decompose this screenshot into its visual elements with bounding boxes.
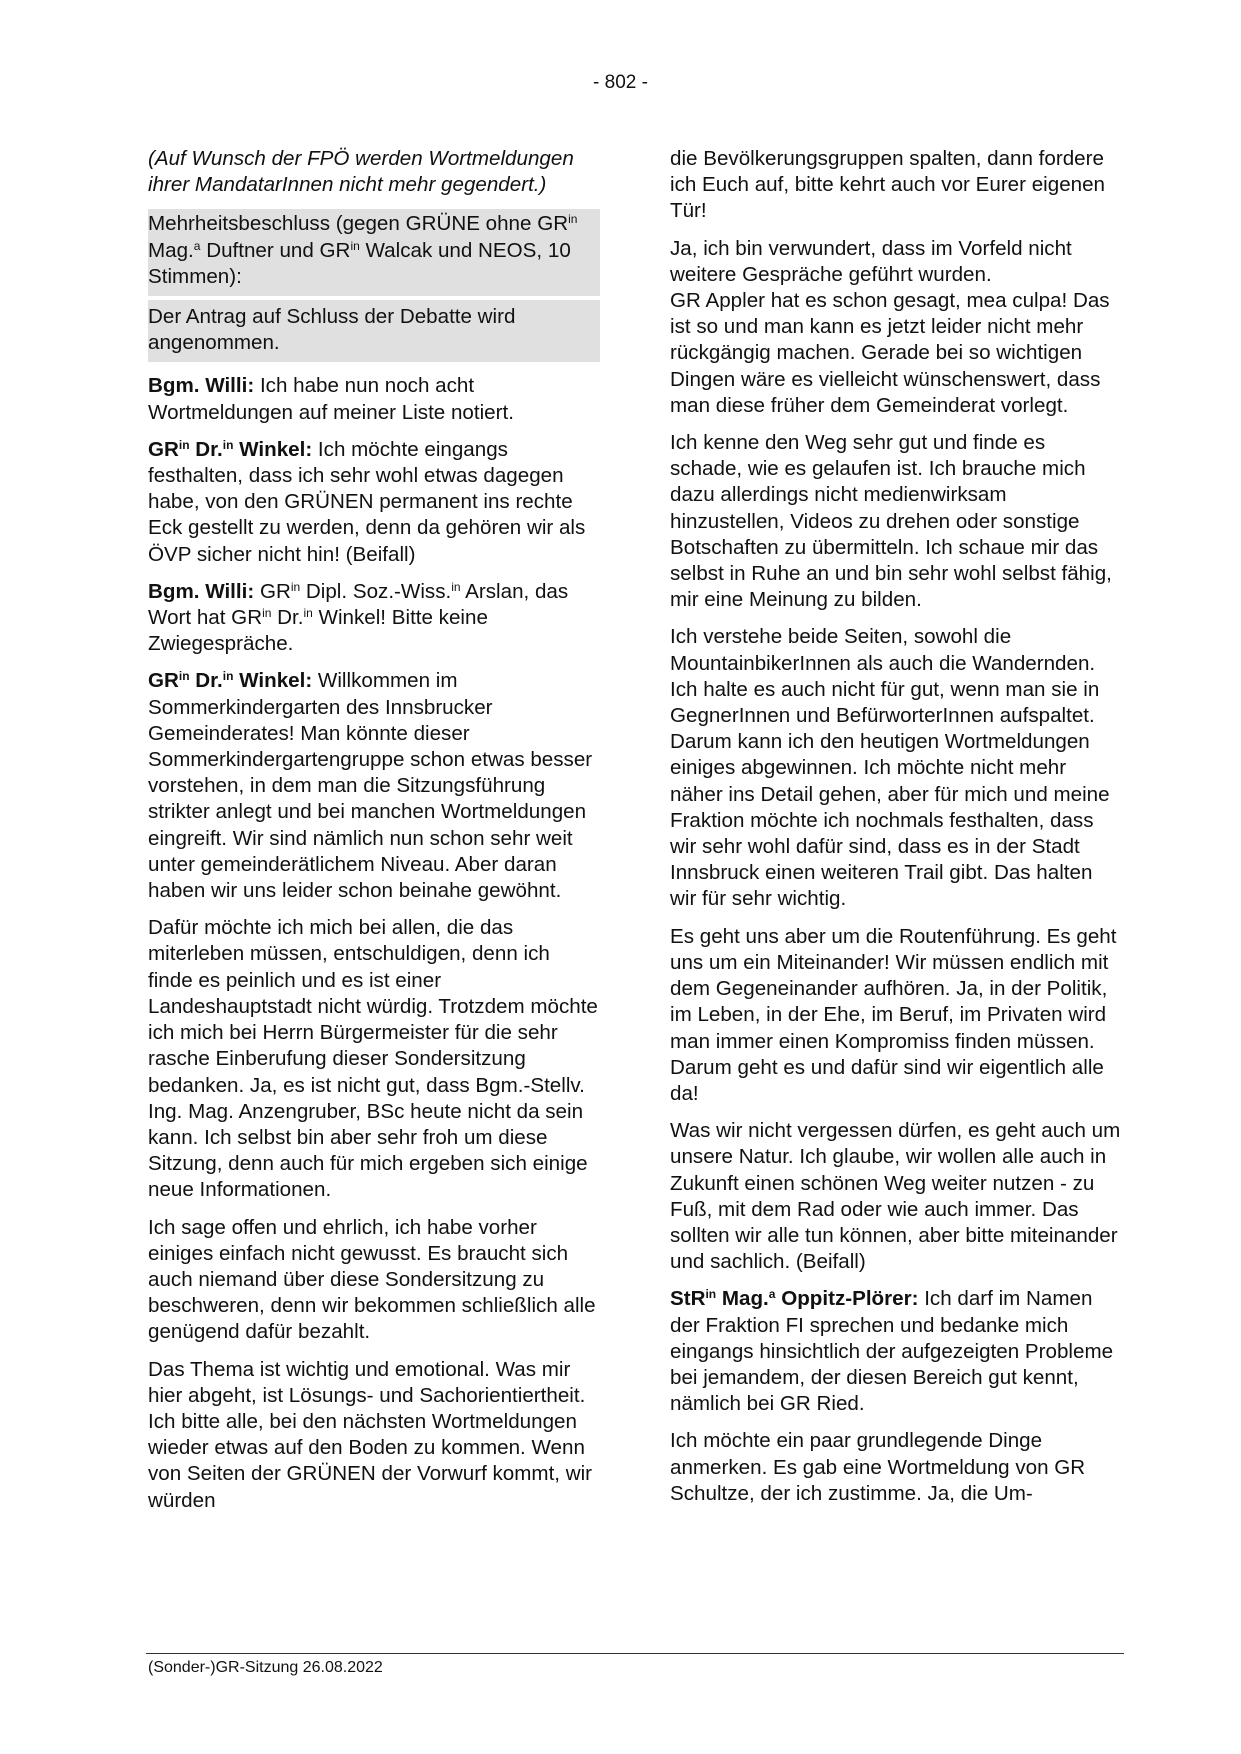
paragraph: Ja, ich bin verwundert, dass im Vorfeld nicht weitere Gespräche geführt wurden. GR Appler hat es schon gesagt, mea culpa! Das ist so und man kann es jetzt leider nicht mehr rückgängig machen. Gerade bei so wichtigen Dingen wäre es vielleicht wünschenswert, dass man diese früher dem Gemeinderat vorlegt. [670, 236, 1110, 417]
speaker-name: StR$^{in}$ Mag.$^a$ Oppitz-Plörer: [670, 1287, 919, 1311]
speaker-name: Bgm. Willi: [148, 374, 255, 398]
speaker-name: Bgm. Willi: [148, 579, 255, 603]
left-column [148, 146, 600, 1525]
paragraph: Es geht uns aber um die Routenführung. Es geht uns um ein Miteinander! Wir müssen endlich mit dem Gegeneinander aufhören. Ja, in der Politik, im Leben, in der Ehe, im Beruf, im Privaten wird man immer einen Kompromiss finden müssen. Darum geht es und dafür sind wir eigentlich alle da! [670, 924, 1117, 1105]
paragraph: Bgm. Willi: $GR^{in}$ Dipl. Soz.-Wiss.$^{in}$ Arslan, das Wort hat $GR^{in}$ Dr.$^{in}$ Winkel! Bitte keine Zwiegespräche. [148, 579, 569, 656]
paragraph: die Bevölkerungsgruppen spalten, dann fordere ich Euch auf, bitte kehrt auch vor Eurer eigenen Tür! [670, 147, 1106, 223]
decision-box [148, 209, 600, 362]
paragraph: Ich sage offen und ehrlich, ich habe vorher einiges einfach nicht gewusst. Es braucht sich auch niemand über diese Sondersitzung zu beschweren, denn wir bekommen schließlich alle genügend dafür bezahlt. [148, 1215, 596, 1344]
right-column [670, 146, 1122, 1518]
speaker-name: $GR^{in}$ Dr.$^{in}$ Winkel: [148, 669, 313, 693]
paragraph: Bgm. Willi: Ich habe nun noch acht Wortmeldungen auf meiner Liste notiert. [148, 374, 514, 424]
paragraph: Ich verstehe beide Seiten, sowohl die MountainbikerInnen als auch die Wandernden. Ich halte es auch nicht für gut, wenn man sie in GegnerInnen und BefürworterInnen aufspaltet. Darum kann ich den heutigen Wortmeldungen einiges abgewinnen. Ich möchte nicht mehr näher ins Detail gehen, aber für mich und meine Fraktion möchte ich nochmals festhalten, dass wir sehr wohl dafür sind, dass es in der Stadt Innsbruck einen weiteren Trail gibt. Das halten wir für sehr wichtig. [670, 625, 1110, 911]
decision-vote: Mehrheitsbeschluss (gegen GRÜNE ohne $GR^{in}$ Mag.$^a$ Duftner und $GR^{in}$ Walcak und NEOS, 10 Stimmen): [148, 209, 600, 296]
footer-session-label: (Sonder-)GR-Sitzung 26.08.2022 [148, 1659, 383, 1676]
decision-result: Der Antrag auf Schluss der Debatte wird angenommen. [148, 296, 600, 362]
fpoe-note: (Auf Wunsch der FPÖ werden Wortmeldungen ihrer MandatarInnen nicht mehr gegendert.) [148, 147, 574, 197]
paragraph: $GR^{in}$ Dr.$^{in}$ Winkel: Ich möchte eingangs festhalten, dass ich sehr wohl etwas dagegen habe, von den GRÜNEN permanent ins rechte Eck gestellt zu werden, denn da gehören wir als ÖVP sicher nicht hin! (Beifall) [148, 437, 586, 566]
paragraph: Ich kenne den Weg sehr gut und finde es schade, wie es gelaufen ist. Ich brauche mich dazu allerdings nicht medienwirksam hinzustellen, Videos zu drehen oder sonstige Botschaften zu übermitteln. Ich schaue mir das selbst in Ruhe an und bin sehr wohl selbst fähig, mir eine Meinung zu bilden. [670, 431, 1112, 612]
paragraph: $GR^{in}$ Dr.$^{in}$ Winkel: Willkommen im Sommerkindergarten des Innsbrucker Gemeinderates! Man könnte dieser Sommerkindergartengruppe schon etwas besser vorstehen, in dem man die Sitzungsführung strikter anlegt und bei manchen Wortmeldungen eingreift. Wir sind nämlich nun schon sehr weit unter gemeinderätlichem Niveau. Aber daran haben wir uns leider schon beinahe gewöhnt. [148, 669, 593, 903]
paragraph: Das Thema ist wichtig und emotional. Was mir hier abgeht, ist Lösungs- und Sachorientiertheit. Ich bitte alle, bei den nächsten Wortmeldungen wieder etwas auf den Boden zu kommen. Wenn von Seiten der GRÜNEN der Vorwurf kommt, wir würden [148, 1357, 593, 1512]
page-number: - 802 - [593, 72, 648, 93]
paragraph: StR$^{in}$ Mag.$^a$ Oppitz-Plörer: Ich darf im Namen der Fraktion FI sprechen und bedanke mich eingangs hinsichtlich der aufgezeigten Probleme bei jemandem, der diesen Bereich gut kennt, nämlich bei GR Ried. [670, 1287, 1114, 1416]
paragraph: Ich möchte ein paar grundlegende Dinge anmerken. Es gab eine Wortmeldung von GR Schultze, der ich zustimme. Ja, die Um- [670, 1429, 1086, 1505]
paragraph: Dafür möchte ich mich bei allen, die das miterleben müssen, entschuldigen, denn ich finde es peinlich und es ist einer Landeshauptstadt nicht würdig. Trotzdem möchte ich mich bei Herrn Bürgermeister für die sehr rasche Einberufung dieser Sondersitzung bedanken. Ja, es ist nicht gut, dass Bgm.-Stellv. Ing. Mag. Anzengruber, BSc heute nicht da sein kann. Ich selbst bin aber sehr froh um diese Sitzung, denn auch für mich ergeben sich einige neue Informationen. [148, 916, 598, 1202]
paragraph: Was wir nicht vergessen dürfen, es geht auch um unsere Natur. Ich glaube, wir wollen alle auch in Zukunft einen schönen Weg weiter nutzen - zu Fuß, mit dem Rad oder wie auch immer. Das sollten wir alle tun können, aber bitte miteinander und sachlich. (Beifall) [670, 1119, 1121, 1274]
footer-divider [146, 1653, 1124, 1654]
speaker-name: $GR^{in}$ Dr.$^{in}$ Winkel: [148, 437, 313, 461]
